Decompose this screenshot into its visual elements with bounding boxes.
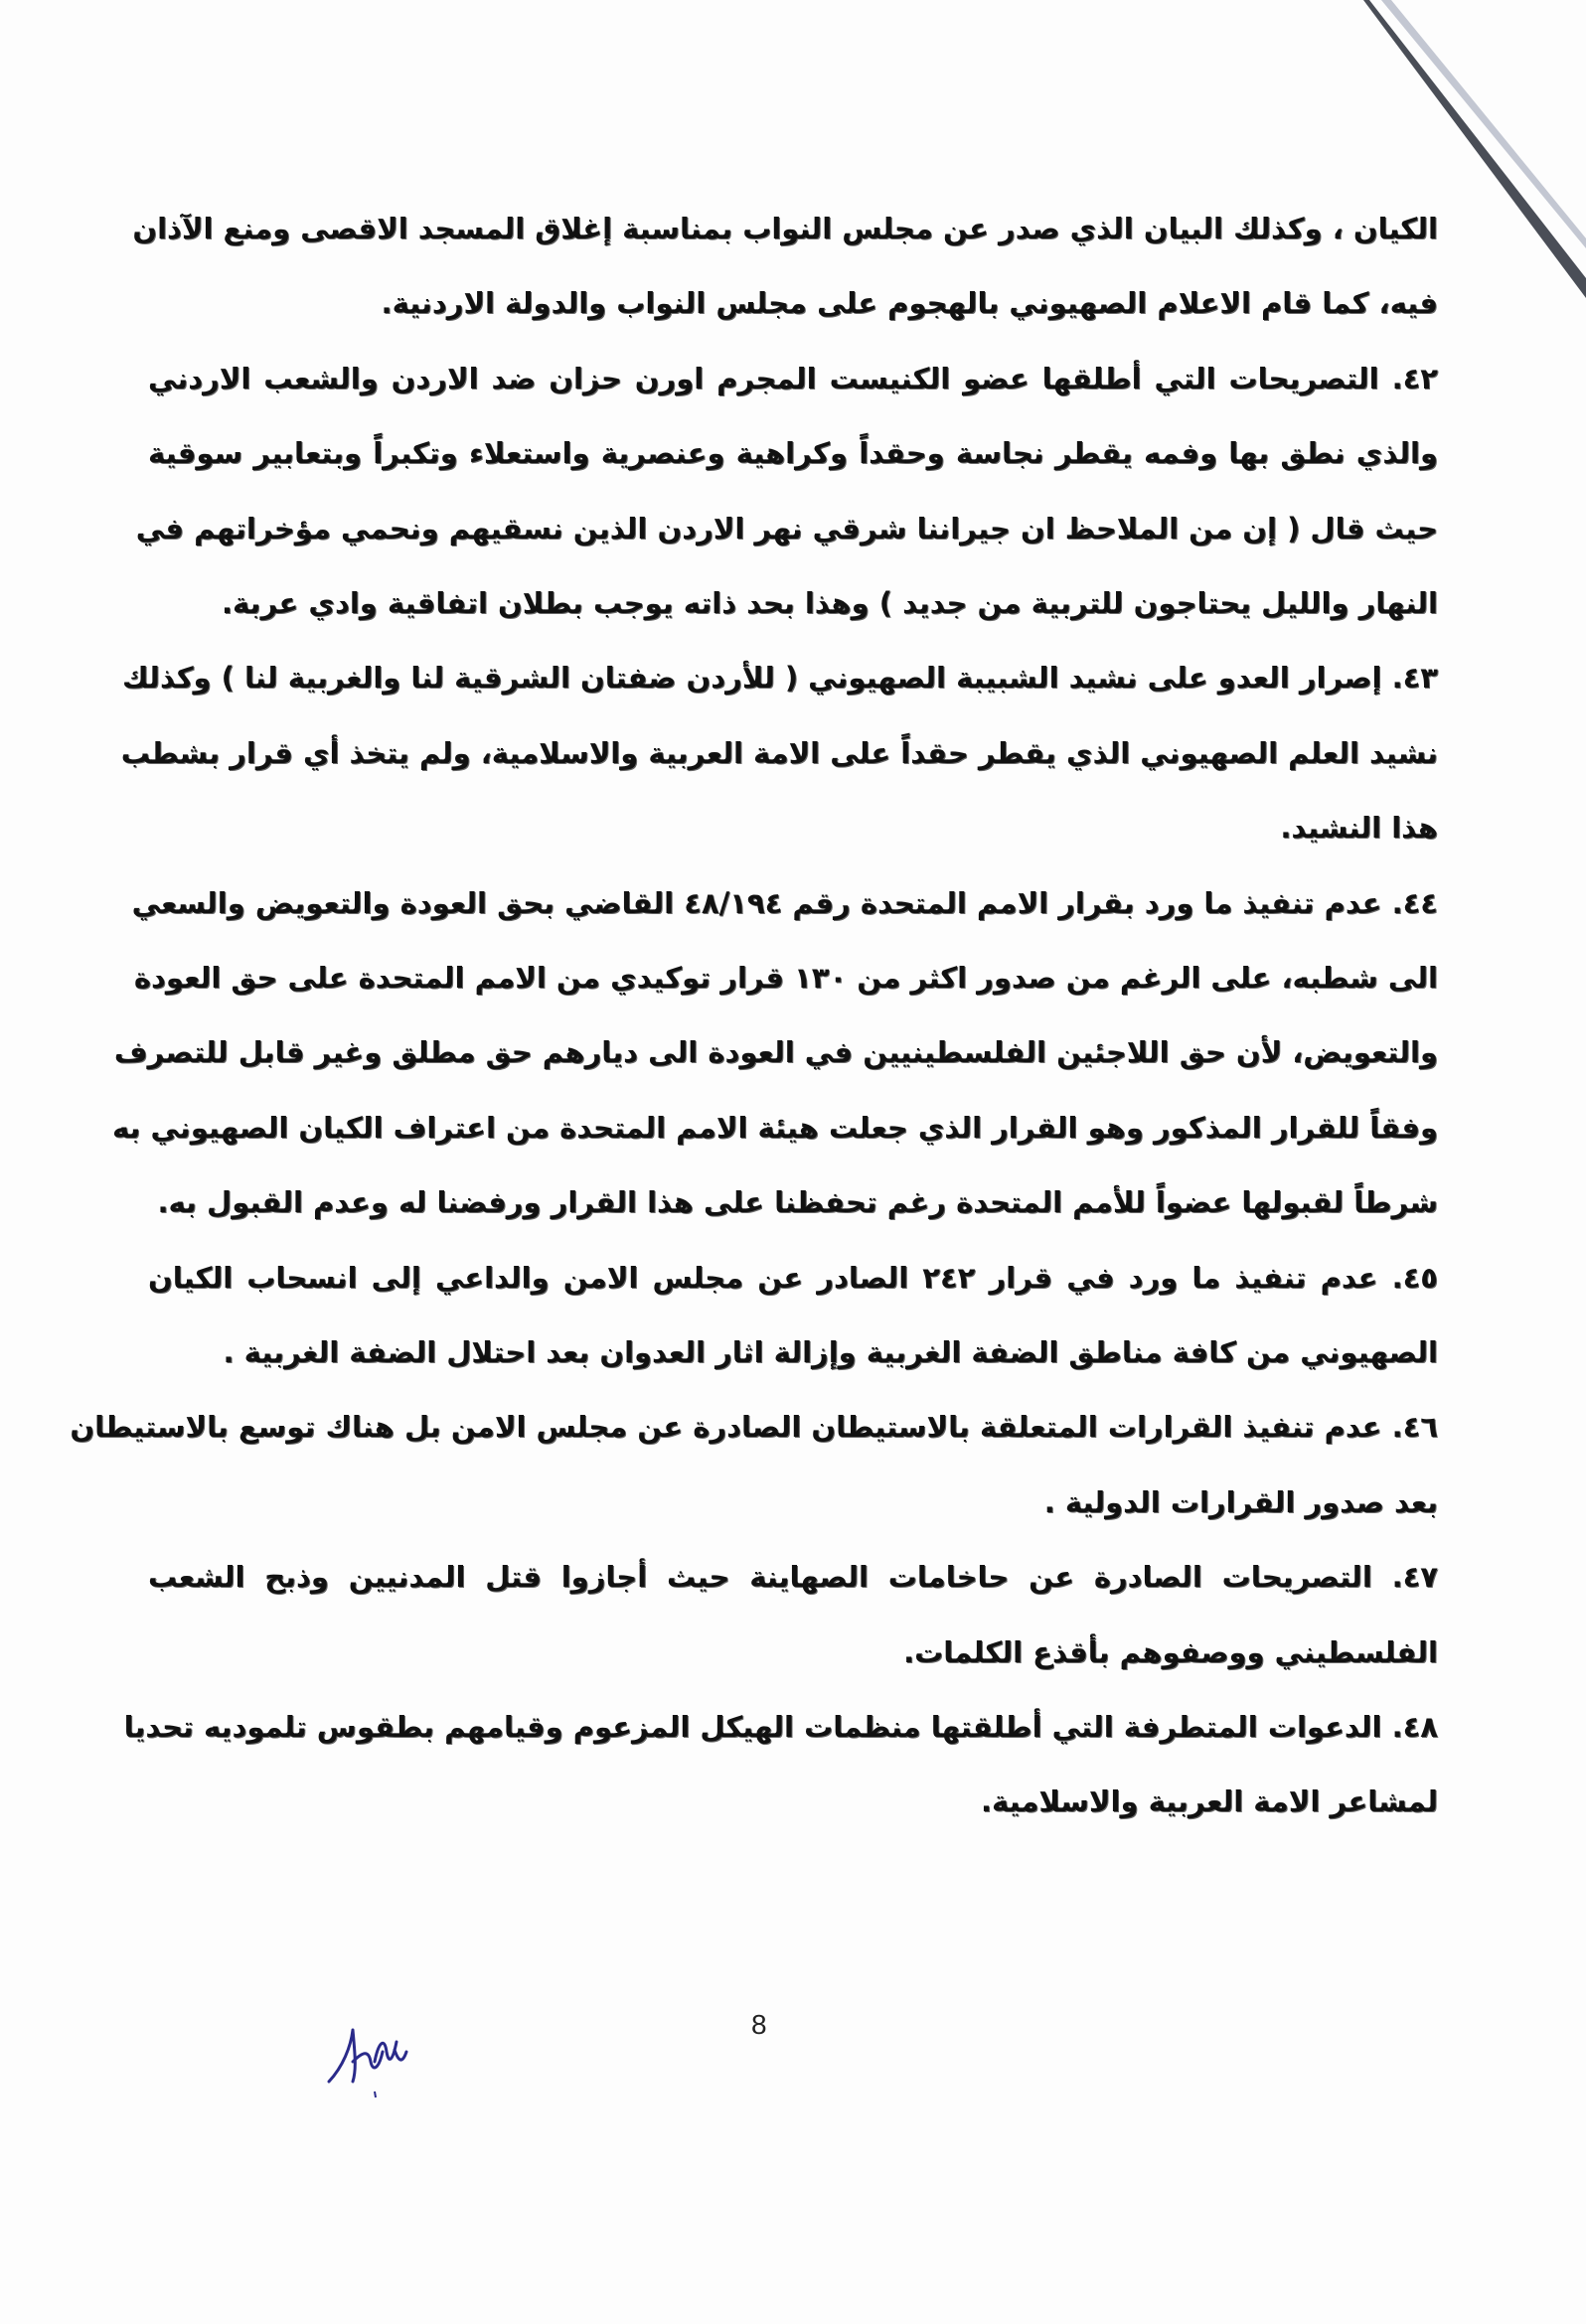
- paragraph-line: وفقاً للقرار المذكور وهو القرار الذي جعلت هيئة الامم المتحدة من اعتراف الكيان الصهيوني به: [111, 1110, 1438, 1145]
- paragraph-line: فيه، كما قام الاعلام الصهيوني بالهجوم على مجلس النواب والدولة الاردنية.: [381, 286, 1438, 321]
- paragraph-line: الفلسطيني ووصفوهم بأقذع الكلمات.: [903, 1634, 1438, 1669]
- paragraph-first-line: الكيان ، وكذلك البيان الذي صدر عن مجلس النواب بمناسبة إغلاق المسجد الاقصى ومنع الآذان: [132, 212, 1438, 245]
- paragraph-line: لمشاعر الامة العربية والاسلامية.: [981, 1784, 1438, 1819]
- paragraph-line: هذا النشيد.: [1280, 811, 1438, 846]
- paragraph-line: والذي نطق بها وفمه يقطر نجاسة وحقداً وكراهية وعنصرية واستعلاء وتكبراً وبتعابير سوقية: [148, 436, 1438, 471]
- paragraph-line: نشيد العلم الصهيوني الذي يقطر حقداً على الامة العربية والاسلامية، ولم يتخذ أي قرار بشطب: [120, 735, 1438, 770]
- scan-edge-shadow: [0, 0, 1586, 298]
- paragraph-first-line: ٤٥. عدم تنفيذ ما ورد في قرار ٢٤٢ الصادر عن مجلس الامن والداعي إلى انسحاب الكيان: [148, 1260, 1438, 1295]
- paragraph-first-line: ٤٧. التصريحات الصادرة عن حاخامات الصهاينة حيث أجازوا قتل المدنيين وذبح الشعب: [148, 1560, 1438, 1595]
- paragraph-line: بعد صدور القرارات الدولية .: [1043, 1484, 1438, 1519]
- handwritten-signature: [323, 2012, 412, 2101]
- paragraph-line: والتعويض، لأن حق اللاجئين الفلسطينيين في العودة الى ديارهم حق مطلق وغير قابل للتصرف: [113, 1035, 1438, 1070]
- paragraph-first-line: ٤٣. إصرار العدو على نشيد الشبيبة الصهيوني ( للأردن ضفتان الشرقية لنا والغربية لنا ) وكذلك: [122, 661, 1438, 696]
- paragraph-first-line: ٤٦. عدم تنفيذ القرارات المتعلقة بالاستيطان الصادرة عن مجلس الامن بل هناك توسع بالاستيطان: [70, 1410, 1438, 1445]
- page-number: 8: [751, 2009, 767, 2040]
- paragraph-line: حيث قال ( إن من الملاحظ ان جيراننا شرقي نهر الاردن الذين نسقيهم ونحمي مؤخراتهم في: [135, 511, 1438, 545]
- paragraph-line: الى شطبه، على الرغم من صدور اكثر من ١٣٠ قرار توكيدي من الامم المتحدة على حق العودة: [133, 961, 1438, 995]
- paragraph-line: النهار والليل يحتاجون للتربية من جديد ) وهذا بحد ذاته يوجب بطلان اتفاقية وادي عربة.: [221, 586, 1438, 620]
- paragraph-first-line: ٤٢. التصريحات التي أطلقها عضو الكنيست المجرم اورن حزان ضد الاردن والشعب الاردني: [148, 361, 1438, 395]
- paragraph-first-line: ٤٤. عدم تنفيذ ما ورد بقرار الامم المتحدة رقم ٤٨/١٩٤ القاضي بحق العودة والتعويض والسعي: [131, 885, 1438, 920]
- paragraph-first-line: ٤٨. الدعوات المتطرفة التي أطلقتها منظمات الهيكل المزعوم وقيامهم بطقوس تلموديه تحديا: [123, 1710, 1438, 1744]
- paragraph-line: شرطاً لقبولها عضواً للأمم المتحدة رغم تحفظنا على هذا القرار ورفضنا له وعدم القبول به.: [157, 1185, 1438, 1220]
- paragraph-line: الصهيوني من كافة مناطق الضفة الغربية وإزالة اثار العدوان بعد احتلال الضفة الغربية .: [223, 1335, 1438, 1369]
